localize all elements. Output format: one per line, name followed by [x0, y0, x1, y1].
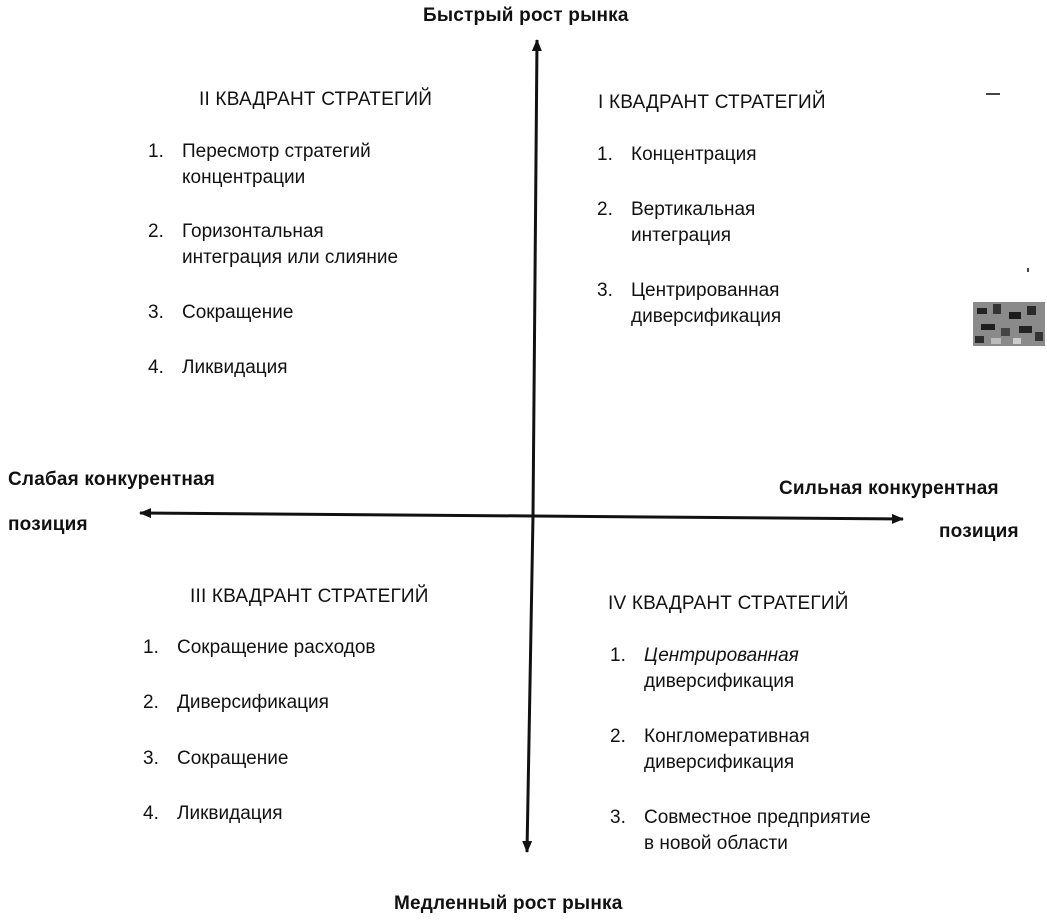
quadrant-4-title: IV КВАДРАНТ СТРАТЕГИЙ — [608, 593, 849, 614]
quadrant-1-item — [597, 142, 781, 168]
scan-noise-patch — [973, 302, 1045, 346]
quadrant-4-item — [610, 724, 871, 776]
item-text: Конгломеративная диверсификация — [644, 726, 810, 773]
axis-label-left-line1: Слабая конкурентная — [8, 469, 216, 490]
axis-label-right-line1: Сильная конкурентная — [779, 478, 999, 499]
horizontal-axis-left — [140, 513, 533, 516]
item-number: 1. — [610, 645, 626, 666]
item-number: 3. — [597, 280, 613, 301]
item-text: Вертикальная интеграция — [631, 199, 756, 246]
item-text: Центрированная диверсификация — [644, 645, 799, 692]
item-text: Центрированная диверсификация — [631, 280, 782, 327]
quadrant-4-list — [610, 643, 871, 857]
item-text: Ликвидация — [182, 357, 288, 378]
item-number: 3. — [143, 748, 159, 769]
quadrant-3-list — [143, 635, 376, 827]
item-text: Концентрация — [631, 144, 757, 165]
item-text: Ликвидация — [177, 803, 283, 824]
quadrant-2-list — [148, 139, 398, 381]
item-number: 1. — [143, 637, 159, 658]
axis-label-bottom: Медленный рост рынка — [394, 893, 623, 914]
quadrant-4-item — [610, 643, 871, 695]
item-number: 3. — [610, 807, 626, 828]
axis-label-left-line2: позиция — [8, 514, 88, 535]
quadrant-3-item — [143, 690, 376, 716]
quadrant-4-item — [610, 805, 871, 857]
item-number: 2. — [143, 692, 159, 713]
quadrant-1-list — [597, 142, 781, 330]
item-number: 2. — [610, 726, 626, 747]
item-number: 1. — [148, 141, 164, 162]
quadrant-2-item — [148, 300, 398, 326]
item-text: Горизонтальная интеграция или слияние — [182, 221, 399, 268]
quadrant-2-item — [148, 219, 398, 271]
vertical-axis-up — [533, 40, 537, 516]
quadrant-3-title: III КВАДРАНТ СТРАТЕГИЙ — [190, 586, 429, 607]
item-text: Сокращение — [182, 302, 294, 323]
scan-dot-mark — [1027, 268, 1029, 272]
horizontal-axis-right — [533, 516, 903, 519]
quadrant-1-title: I КВАДРАНТ СТРАТЕГИЙ — [598, 92, 826, 113]
axis-label-right-line2: позиция — [939, 521, 1019, 542]
item-number: 1. — [597, 144, 613, 165]
item-text: Пересмотр стратегий концентрации — [182, 141, 371, 188]
quadrant-2-item — [148, 355, 398, 381]
quadrant-3-item — [143, 746, 376, 772]
item-text: Сокращение — [177, 748, 289, 769]
item-number: 2. — [597, 199, 613, 220]
item-number: 4. — [148, 357, 164, 378]
quadrant-3-item — [143, 801, 376, 827]
item-text: Совместное предприятие в новой области — [644, 807, 871, 854]
item-number: 4. — [143, 803, 159, 824]
item-number: 3. — [148, 302, 164, 323]
item-text: Диверсификация — [177, 692, 329, 713]
quadrant-2-item — [148, 139, 398, 191]
vertical-axis-down — [527, 516, 533, 852]
axis-label-top: Быстрый рост рынка — [423, 5, 629, 26]
item-text: Сокращение расходов — [177, 637, 376, 658]
item-number: 2. — [148, 221, 164, 242]
quadrant-3-item — [143, 635, 376, 661]
scan-dash-mark — [986, 93, 1000, 95]
quadrant-2-title: II КВАДРАНТ СТРАТЕГИЙ — [199, 89, 433, 110]
quadrant-1-item — [597, 278, 781, 330]
quadrant-1-item — [597, 197, 781, 249]
